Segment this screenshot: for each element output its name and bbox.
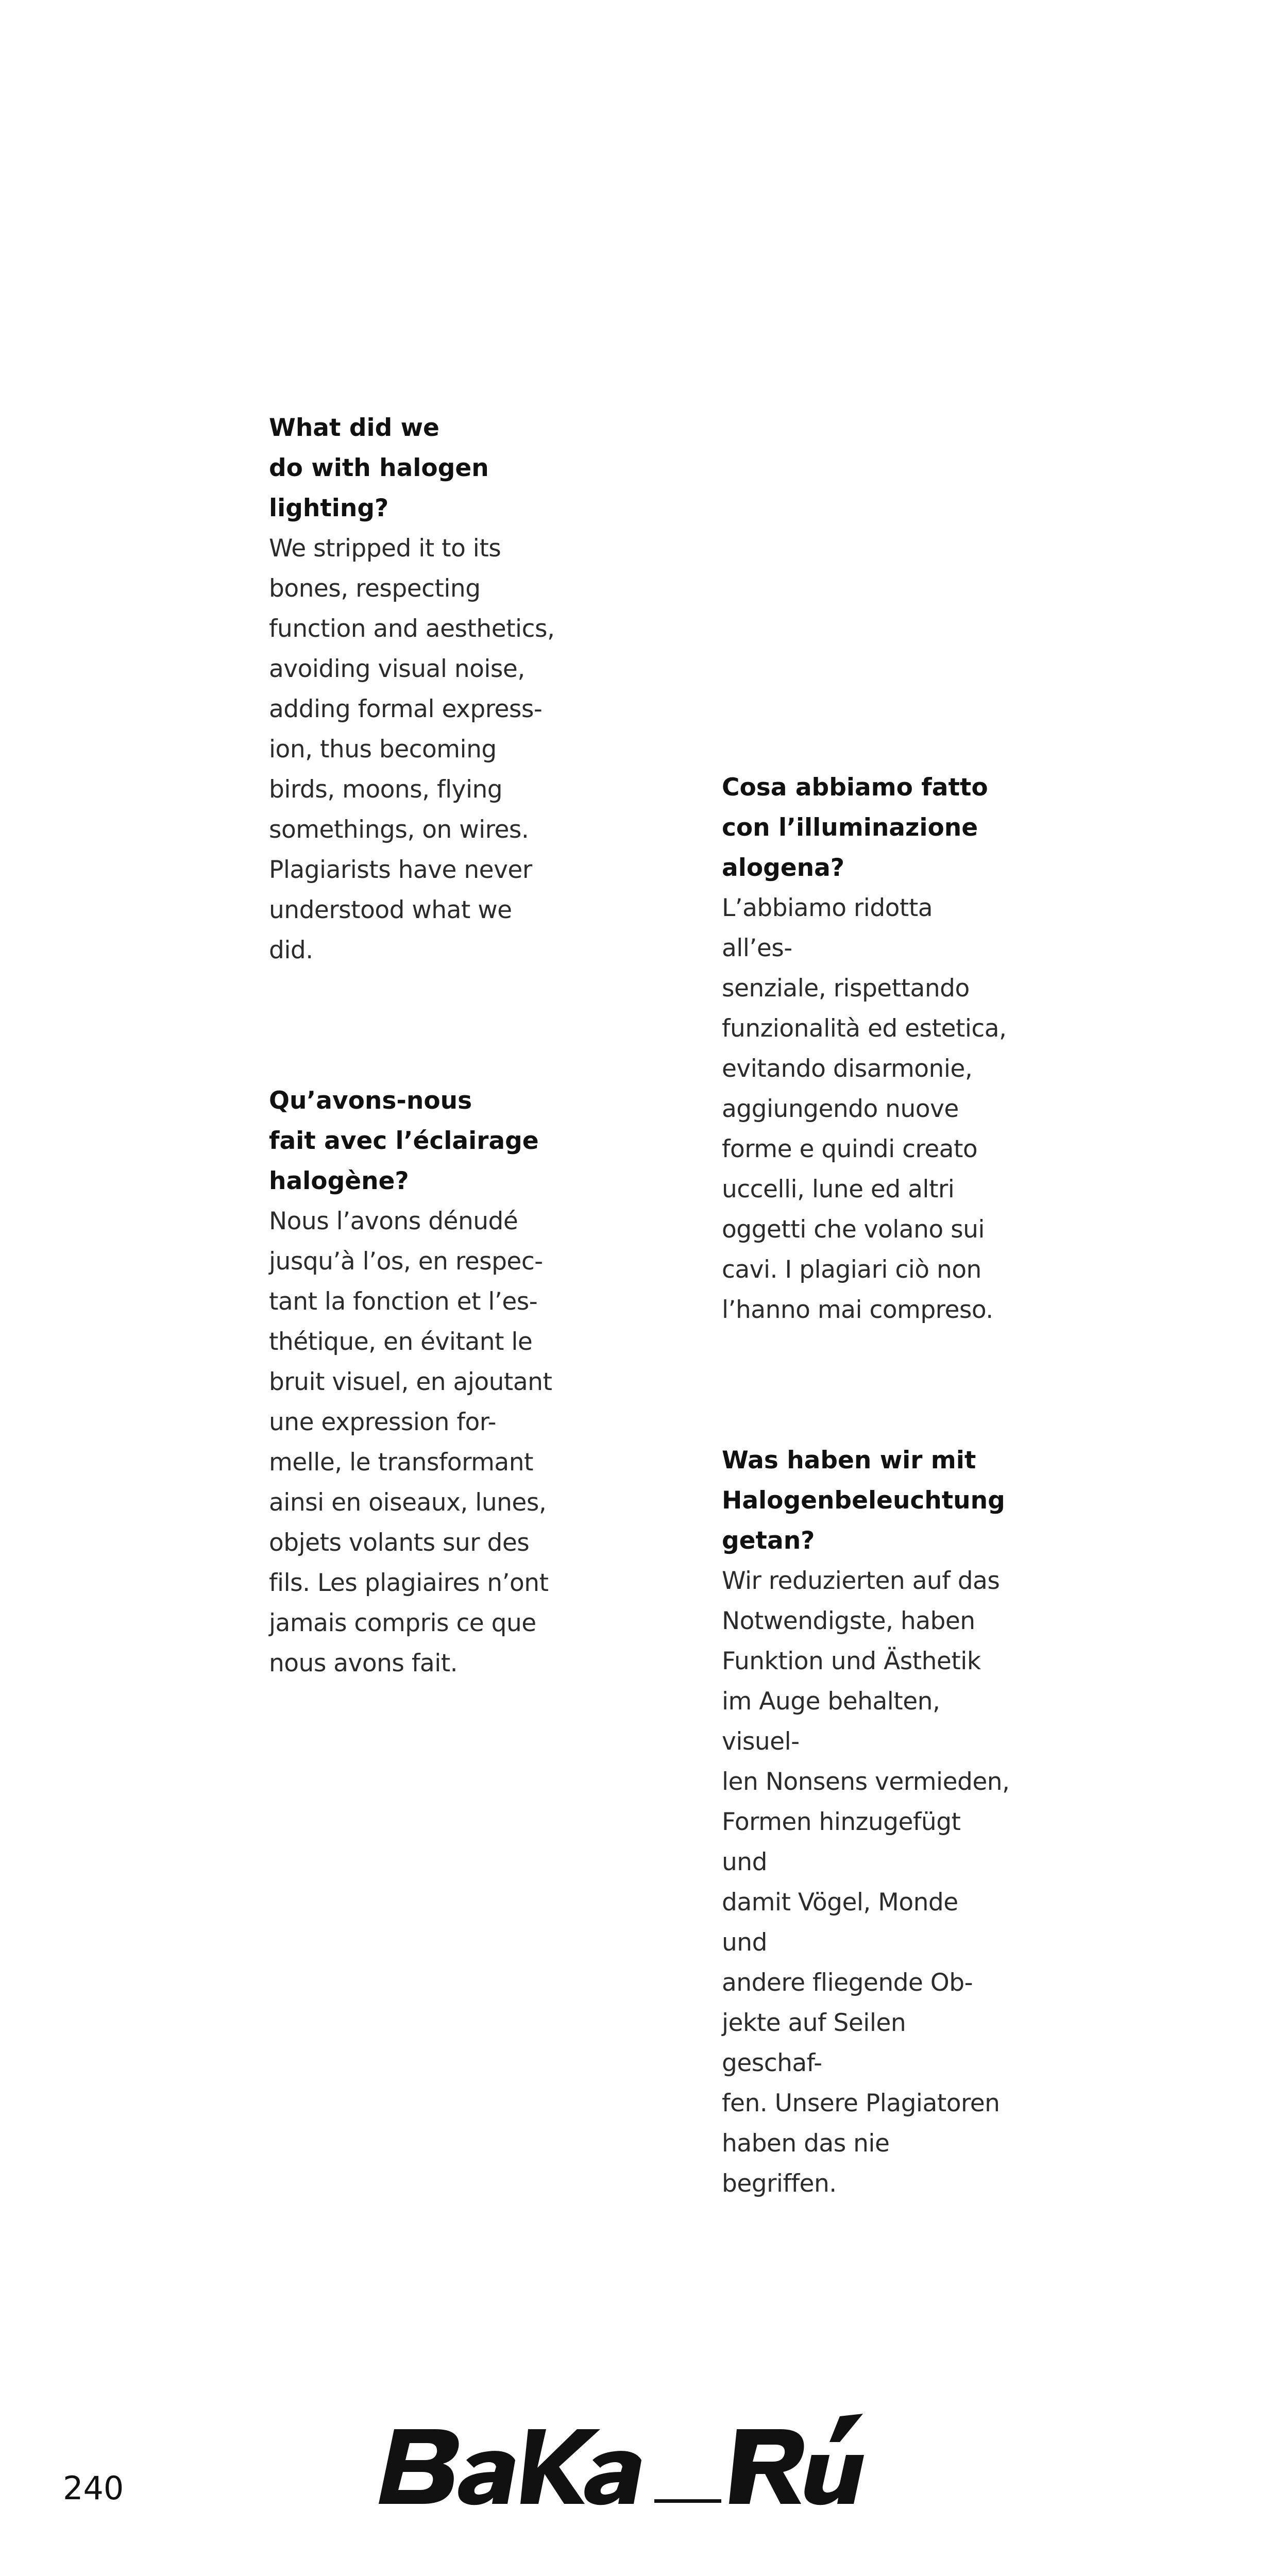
- heading-french: Qu’avons-nous fait avec l’éclairage halogène?: [269, 1087, 539, 1195]
- logo-underline: [654, 2499, 721, 2503]
- body-italian: L’abbiamo ridotta all’es- senziale, rispettando funzionalità ed estetica, evitando disarmonie, aggiungendo nuove forme e quindi creato uccelli, lune ed altri oggetti che volano sui cavi. I plagiari ciò non l’hanno mai compreso.: [722, 894, 1007, 1324]
- logo-letter-a: [458, 2451, 515, 2505]
- page-number: 240: [63, 2469, 124, 2507]
- text-block-italian: [722, 768, 1010, 1330]
- body-german: Wir reduzierten auf das Notwendigste, haben Funktion und Ästhetik im Auge behalten, visuel- len Nonsens vermieden, Formen hinzugefügt und damit Vögel, Monde und andere fliegende Ob- jekte auf Seilen geschaf- fen. Unsere Plagiatoren haben das nie begriffen.: [722, 1567, 1010, 2198]
- logo-accent: [829, 2414, 863, 2442]
- text-block-english: [269, 408, 557, 971]
- logo-letter-u: [804, 2455, 864, 2505]
- brand-logo: [374, 2411, 868, 2514]
- logo-letter-a-2: [584, 2451, 641, 2505]
- body-english: We stripped it to its bones, respecting function and aesthetics, avoiding visual noise, adding formal express- ion, thus becoming birds, moons, flying somethings, on wires. Plagiarists have never understood what we did.: [269, 534, 555, 964]
- logo-letter-r: [729, 2429, 804, 2504]
- heading-english: What did we do with halogen lighting?: [269, 414, 489, 522]
- text-block-french: [269, 1081, 557, 1684]
- logo-letter-b: [379, 2429, 459, 2504]
- text-block-german: [722, 1440, 1010, 2204]
- heading-italian: Cosa abbiamo fatto con l’illuminazione alogena?: [722, 773, 988, 882]
- heading-german: Was haben wir mit Halogenbeleuchtung getan?: [722, 1446, 1005, 1555]
- body-french: Nous l’avons dénudé jusqu’à l’os, en respec- tant la fonction et l’es- thétique, en évitant le bruit visuel, en ajoutant une expression for- melle, le transformant ainsi en oiseaux, lunes, objets volants sur des fils. Les plagiaires n’ont jamais compris ce que nous avons fait.: [269, 1207, 552, 1677]
